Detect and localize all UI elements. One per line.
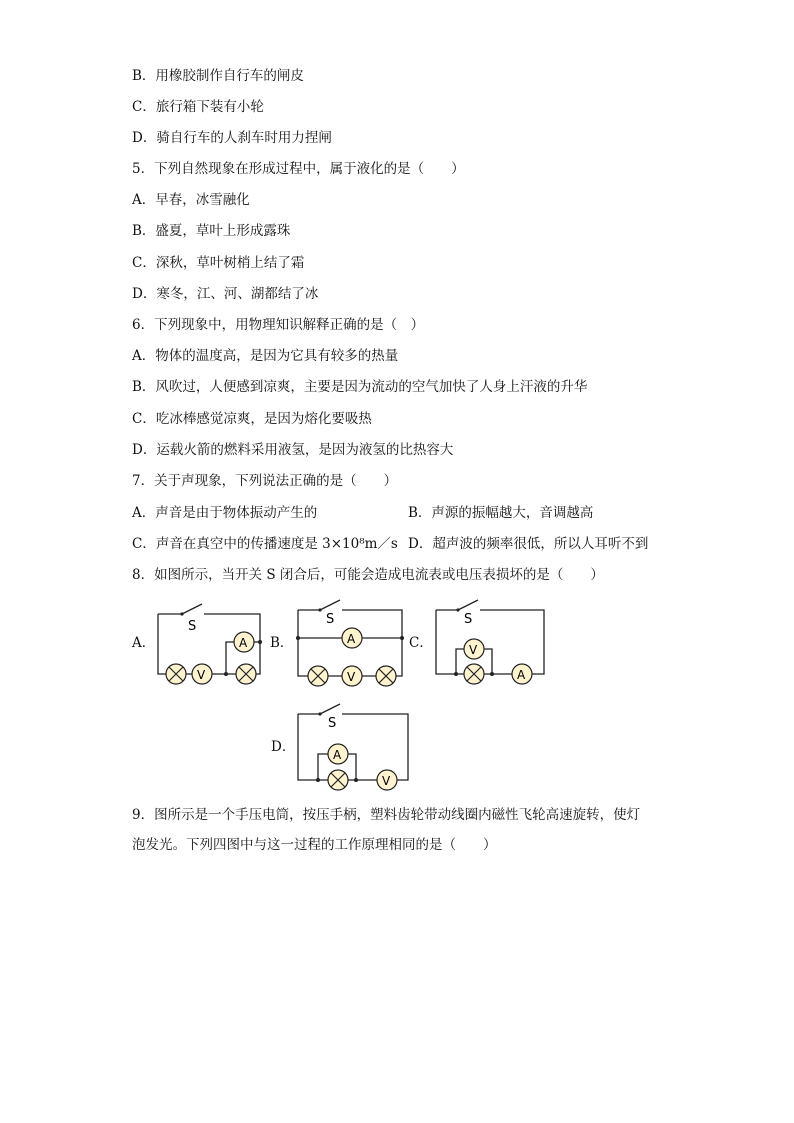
- option-d-squeeze-brake: D．骑自行车的人刹车时用力捏闸: [132, 130, 332, 146]
- switch-label-c: S: [464, 612, 473, 627]
- circuit-c-label: C．: [409, 635, 433, 651]
- q7-option-a: A．声音是由于物体振动产生的: [132, 505, 318, 521]
- voltmeter-c: [464, 639, 484, 659]
- ammeter-label: A: [239, 636, 248, 650]
- q5-option-d: D．寒冬，江、河、湖都结了冰: [132, 286, 319, 302]
- circuit-d-label: D．: [271, 739, 296, 755]
- q7-option-c: C．声音在真空中的传播速度是 3×10⁸m／s: [132, 536, 398, 552]
- lamp-d: [328, 770, 348, 790]
- q6-option-b: B．风吹过，人便感到凉爽，主要是因为流动的空气加快了人身上汗液的升华: [132, 379, 588, 395]
- voltmeter-label-b: V: [347, 670, 356, 684]
- lamp-b1: [308, 666, 328, 686]
- question-8: 8．如图所示，当开关 S 闭合后，可能会造成电流表或电压表损坏的是（ ）: [132, 567, 604, 583]
- q7-option-b: B．声源的振幅越大，音调越高: [408, 505, 594, 521]
- voltmeter-label-c: V: [469, 643, 478, 657]
- switch-blade: [182, 604, 202, 614]
- ammeter: [234, 632, 254, 652]
- ammeter-label-c: A: [517, 668, 526, 682]
- voltmeter-b: [342, 666, 362, 686]
- ammeter-b: [342, 628, 362, 648]
- question-9-line-2: 泡发光。下列四图中与这一过程的工作原理相同的是（ ）: [132, 837, 497, 853]
- question-6: 6．下列现象中，用物理知识解释正确的是（ ）: [132, 317, 425, 333]
- circuit-c-diagram: [428, 596, 552, 688]
- q5-option-b: B．盛夏，草叶上形成露珠: [132, 223, 291, 239]
- q6-option-d: D．运载火箭的燃料采用液氢，是因为液氢的比热容大: [132, 442, 454, 458]
- q5-option-a: A．早春，冰雪融化: [132, 192, 250, 208]
- voltmeter-label-d: V: [382, 774, 391, 788]
- ammeter-label-b: A: [347, 632, 356, 646]
- circuit-a-diagram: [150, 596, 270, 688]
- voltmeter-label: V: [197, 668, 206, 682]
- q7-option-d: D．超声波的频率很低，所以人耳听不到: [408, 536, 649, 552]
- ammeter-label-d: A: [333, 748, 342, 762]
- circuit-a-label: A．: [132, 635, 156, 651]
- q6-option-a: A．物体的温度高，是因为它具有较多的热量: [132, 348, 399, 364]
- switch-label-d: S: [328, 716, 337, 731]
- lamp-2: [236, 664, 256, 684]
- lamp-c: [464, 664, 484, 684]
- option-c-suitcase-wheels: C．旅行箱下装有小轮: [132, 99, 264, 115]
- voltmeter: [192, 664, 212, 684]
- circuit-b-diagram: [290, 596, 410, 692]
- switch-label-b: S: [326, 612, 335, 627]
- voltmeter-d: [377, 770, 397, 790]
- question-5: 5．下列自然现象在形成过程中，属于液化的是（ ）: [132, 161, 465, 177]
- lamp-b2: [376, 666, 396, 686]
- switch-label: S: [188, 619, 197, 634]
- q5-option-c: C．深秋，草叶树梢上结了霜: [132, 255, 305, 271]
- ammeter-c: [512, 664, 532, 684]
- lamp-1: [166, 664, 186, 684]
- question-7: 7．关于声现象，下列说法正确的是（ ）: [132, 473, 398, 489]
- question-9-line-1: 9．图所示是一个手压电筒，按压手柄，塑料齿轮带动线圈内磁性飞轮高速旋转，使灯: [132, 807, 641, 823]
- circuit-d-diagram: [290, 700, 414, 792]
- q6-option-c: C．吃冰棒感觉凉爽，是因为熔化要吸热: [132, 411, 372, 427]
- circuit-b-label: B．: [270, 635, 294, 651]
- ammeter-d: [328, 744, 348, 764]
- option-b-rubber-brake: B．用橡胶制作自行车的闸皮: [132, 68, 304, 84]
